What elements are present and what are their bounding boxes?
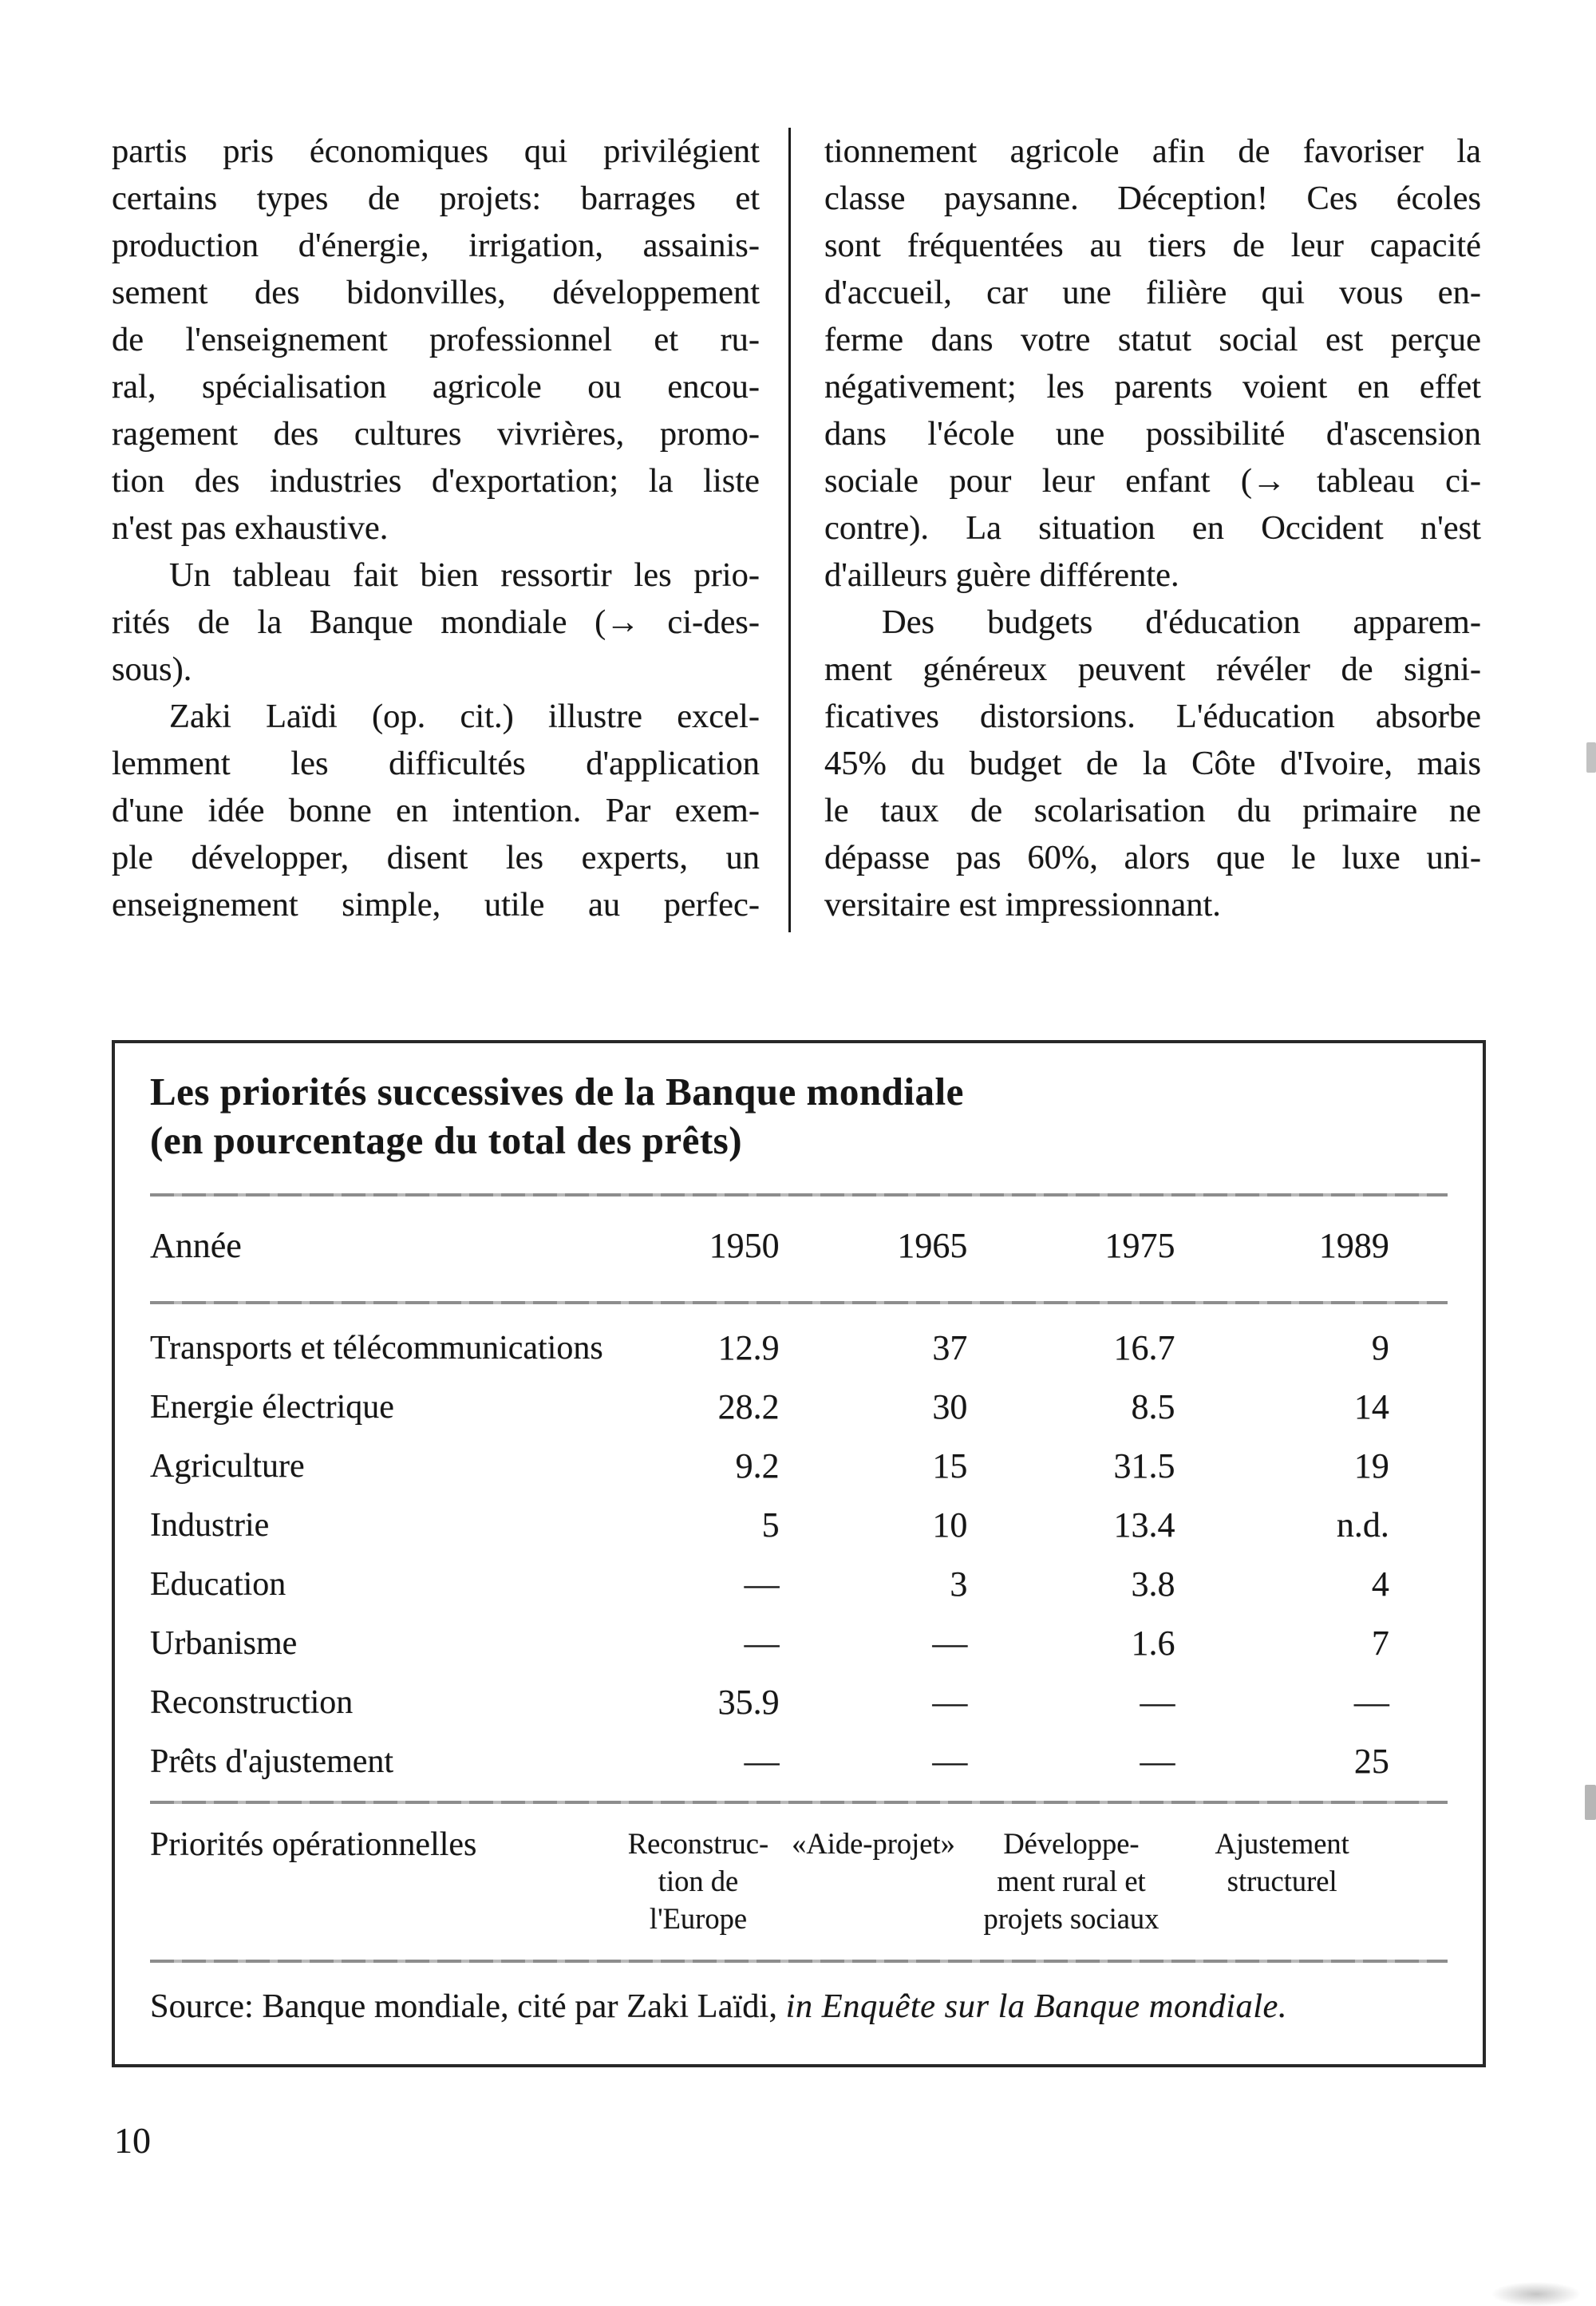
cell-value: 35.9 xyxy=(717,1683,780,1722)
cell-value: 31.5 xyxy=(1113,1446,1175,1485)
text-line: ment généreux peuvent révéler de signi- xyxy=(824,651,1481,688)
cell-value: 12.9 xyxy=(717,1328,780,1367)
cell-value: 28.2 xyxy=(717,1387,780,1426)
cell-value: — xyxy=(1140,1742,1175,1781)
source-text: Source: Banque mondiale, cité par Zaki Laïdi, xyxy=(150,1988,786,2025)
priority-1989 xyxy=(1175,1825,1389,1937)
priority-1975 xyxy=(967,1825,1175,1937)
priority-line: projets sociaux xyxy=(983,1902,1159,1935)
text-line: dans l'école une possibilité d'ascension xyxy=(824,415,1481,453)
column-divider-line xyxy=(788,128,791,932)
text-line: ple développer, disent les experts, un xyxy=(112,839,760,876)
cell-value: 10 xyxy=(932,1505,968,1545)
cell-value: 9 xyxy=(1371,1328,1389,1367)
header-1975: 1975 xyxy=(1104,1226,1175,1265)
cell-value: 4 xyxy=(1371,1564,1389,1604)
text-line: ral, spécialisation agricole ou encou- xyxy=(112,368,760,405)
article-text xyxy=(112,128,1483,932)
row-label: Prêts d'ajustement xyxy=(150,1743,394,1780)
cell-value: — xyxy=(744,1742,780,1781)
cell-value: — xyxy=(1140,1683,1175,1722)
priority-1965 xyxy=(780,1825,968,1937)
priority-line: ment rural et xyxy=(997,1865,1146,1897)
scan-artifact xyxy=(1585,1785,1596,1820)
text-line: Zaki Laïdi (op. cit.) illustre excel- xyxy=(169,698,760,735)
table-source xyxy=(150,1963,1448,2050)
row-label: Education xyxy=(150,1566,286,1603)
priorities-label: Priorités opérationnelles xyxy=(150,1826,477,1863)
header-annee: Année xyxy=(150,1226,242,1265)
text-line: ragement des cultures vivrières, promo- xyxy=(112,415,760,453)
cell-value: — xyxy=(932,1742,968,1781)
cell-value: — xyxy=(744,1564,780,1604)
cell-value: — xyxy=(932,1683,968,1722)
priority-line: structurel xyxy=(1227,1865,1337,1897)
scan-artifact xyxy=(1492,2282,1580,2306)
text-line: production d'énergie, irrigation, assainis- xyxy=(112,227,760,264)
table-header-row xyxy=(150,1197,1448,1301)
cell-value: n.d. xyxy=(1336,1505,1389,1545)
left-column xyxy=(112,128,760,932)
cell-value: 3 xyxy=(950,1564,968,1604)
text-line: d'accueil, car une filière qui vous en- xyxy=(824,274,1481,311)
cell-value: — xyxy=(932,1624,968,1663)
table-body xyxy=(150,1304,1448,1801)
text-line: tionnement agricole afin de favoriser la xyxy=(824,133,1481,170)
cell-value: 37 xyxy=(932,1328,968,1367)
cell-value: 5 xyxy=(761,1505,780,1545)
text-line: d'ailleurs guère différente. xyxy=(824,556,1179,594)
cell-value: 9.2 xyxy=(735,1446,780,1485)
table-row xyxy=(150,1319,1448,1378)
text-line: sont fréquentées au tiers de leur capacité xyxy=(824,227,1481,264)
priority-line: Développe- xyxy=(1003,1827,1140,1860)
text-line: Un tableau fait bien ressortir les prio- xyxy=(169,556,760,594)
table-row xyxy=(150,1555,1448,1614)
text-line: enseignement simple, utile au perfec- xyxy=(112,886,760,924)
table-row xyxy=(150,1437,1448,1496)
priority-line: tion de xyxy=(658,1865,739,1897)
table-title-line1: Les priorités successives de la Banque mondiale xyxy=(150,1070,964,1113)
priorities-table xyxy=(112,1040,1486,2067)
text-line: sement des bidonvilles, développement xyxy=(112,274,760,311)
cell-value: 13.4 xyxy=(1113,1505,1175,1545)
row-label: Reconstruction xyxy=(150,1684,354,1721)
text-line: versitaire est impressionnant. xyxy=(824,886,1221,924)
cell-value: 3.8 xyxy=(1131,1564,1175,1604)
text-line: tion des industries d'exportation; la liste xyxy=(112,462,760,500)
cell-value: 1.6 xyxy=(1131,1624,1175,1663)
row-label: Industrie xyxy=(150,1507,270,1544)
text-line: certains types de projets: barrages et xyxy=(112,180,760,217)
text-line: de l'enseignement professionnel et ru- xyxy=(112,321,760,358)
text-line: sous). xyxy=(112,651,192,688)
text-line: Des budgets d'éducation apparem- xyxy=(882,603,1481,641)
row-label: Energie électrique xyxy=(150,1389,394,1426)
source-citation: in Enquête sur la Banque mondiale. xyxy=(785,1988,1288,2025)
table-title-line2: (en pourcentage du total des prêts) xyxy=(150,1118,743,1162)
text-line: d'une idée bonne en intention. Par exem- xyxy=(112,792,760,829)
cell-value: 19 xyxy=(1353,1446,1389,1485)
operational-priorities-row xyxy=(150,1804,1448,1960)
cell-value: 15 xyxy=(932,1446,968,1485)
text-line: ficatives distorsions. L'éducation absorbe xyxy=(824,698,1481,735)
row-label: Urbanisme xyxy=(150,1625,298,1662)
row-label: Transports et télécommunications xyxy=(150,1330,603,1367)
text-line: contre). La situation en Occident n'est xyxy=(824,509,1481,547)
text-line: lemment les difficultés d'application xyxy=(112,745,760,782)
header-1965: 1965 xyxy=(897,1226,968,1265)
cell-value: 25 xyxy=(1353,1742,1389,1781)
text-line: sociale pour leur enfant (→ tableau ci- xyxy=(824,462,1481,500)
cell-value: — xyxy=(744,1624,780,1663)
table-row xyxy=(150,1378,1448,1437)
table-row xyxy=(150,1496,1448,1555)
cell-value: 30 xyxy=(932,1387,968,1426)
text-line: ferme dans votre statut social est perçue xyxy=(824,321,1481,358)
text-line: classe paysanne. Déception! Ces écoles xyxy=(824,180,1481,217)
priority-line: l'Europe xyxy=(649,1902,748,1935)
page-number: 10 xyxy=(114,2120,151,2161)
scan-artifact xyxy=(1586,742,1596,773)
text-line: 45% du budget de la Côte d'Ivoire, mais xyxy=(824,745,1481,782)
cell-value: — xyxy=(1353,1683,1389,1722)
text-line: le taux de scolarisation du primaire ne xyxy=(824,792,1481,829)
priority-1950 xyxy=(617,1825,779,1937)
priority-line: «Aide-projet» xyxy=(792,1827,955,1860)
table-row xyxy=(150,1732,1448,1791)
text-line: partis pris économiques qui privilégient xyxy=(112,133,760,170)
text-line: rités de la Banque mondiale (→ ci-des- xyxy=(112,603,760,641)
row-label: Agriculture xyxy=(150,1448,305,1485)
header-1950: 1950 xyxy=(709,1226,780,1265)
right-column xyxy=(824,128,1481,932)
table-title xyxy=(150,1067,1448,1165)
table-row xyxy=(150,1673,1448,1732)
text-line: n'est pas exhaustive. xyxy=(112,509,389,547)
table-row xyxy=(150,1614,1448,1673)
cell-value: 16.7 xyxy=(1113,1328,1175,1367)
text-line: négativement; les parents voient en effet xyxy=(824,368,1481,405)
priority-line: Ajustement xyxy=(1215,1827,1349,1860)
cell-value: 14 xyxy=(1353,1387,1389,1426)
cell-value: 7 xyxy=(1371,1624,1389,1663)
cell-value: 8.5 xyxy=(1131,1387,1175,1426)
header-1989: 1989 xyxy=(1318,1226,1389,1265)
priority-line: Reconstruc- xyxy=(627,1827,769,1860)
text-line: dépasse pas 60%, alors que le luxe uni- xyxy=(824,839,1481,876)
